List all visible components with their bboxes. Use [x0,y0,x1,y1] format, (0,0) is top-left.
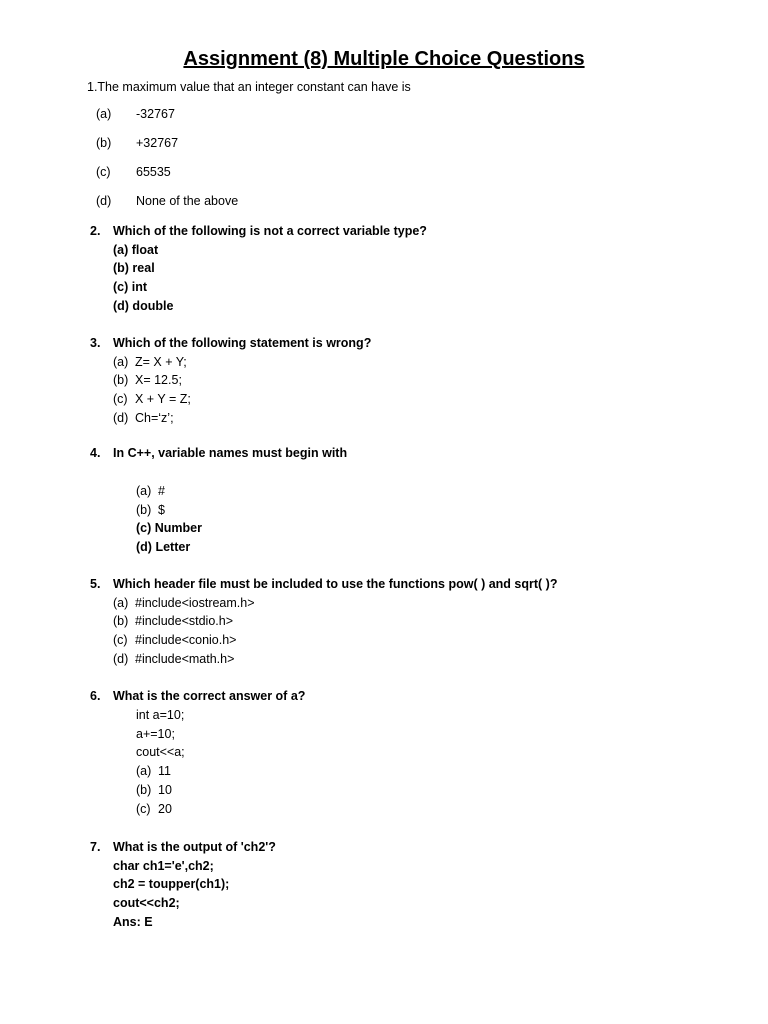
code-line: char ch1='e',ch2; [113,858,214,873]
code-line: cout<<a; [136,745,185,760]
question-3-option-d: (d) Ch=‘z’; [113,410,174,425]
question-5 [90,575,557,669]
question-3-text: Which of the following statement is wrong? [113,336,372,350]
question-number: 5. [90,577,101,591]
question-5-option-d: (d) #include<math.h> [113,651,235,666]
question-4-options [136,482,202,557]
page-title: Assignment (8) Multiple Choice Questions [183,48,585,70]
question-2-option-b: (b) real [113,261,155,276]
question-number: 3. [90,336,101,350]
option-value: None of the above [136,194,239,208]
question-number: 2. [90,224,101,238]
question-4 [90,444,347,463]
question-number: 4. [90,446,101,460]
question-3-option-b: (b) X= 12.5; [113,373,182,388]
question-5-option-c: (c) #include<conio.h> [113,633,237,648]
option-label: (d) [96,194,112,208]
question-4-option-c: (c) Number [136,521,202,536]
question-1-option-c [96,163,171,182]
code-line: a+=10; [136,726,175,741]
question-7 [90,838,276,932]
question-2-option-c: (c) int [113,280,148,295]
question-2 [90,222,427,316]
option-label: (c) [96,165,111,179]
question-5-option-b: (b) #include<stdio.h> [113,614,233,629]
question-1-option-d [96,192,238,211]
question-3-option-c: (c) X + Y = Z; [113,392,191,407]
question-5-option-a: (a) #include<iostream.h> [113,595,255,610]
answer-line: Ans: E [113,914,153,929]
question-2-text: Which of the following is not a correct variable type? [113,224,427,238]
option-value: -32767 [136,107,175,121]
question-5-text: Which header file must be included to use the functions pow( ) and sqrt( )? [113,577,558,591]
question-2-option-d: (d) double [113,298,174,313]
question-2-option-a: (a) float [113,242,159,257]
question-6-option-a: (a) 11 [136,764,171,779]
question-1-text: 1.The maximum value that an integer constant can have is [87,80,411,94]
code-line: int a=10; [136,708,185,722]
code-line: ch2 = toupper(ch1); [113,877,230,892]
question-4-option-d: (d) Letter [136,540,191,555]
question-6-option-c: (c) 20 [136,801,172,816]
question-6-text: What is the correct answer of a? [113,689,306,703]
option-value: 65535 [136,165,171,179]
option-label: (b) [96,136,112,150]
option-value: +32767 [136,136,179,150]
code-line: cout<<ch2; [113,896,180,911]
question-3 [90,334,371,428]
question-4-option-b: (b) $ [136,502,165,517]
question-number: 7. [90,840,101,854]
question-6-code-and-options [136,706,185,818]
question-number: 6. [90,689,101,703]
option-label: (a) [96,107,112,121]
question-6 [90,687,305,706]
question-3-option-a: (a) Z= X + Y; [113,354,187,369]
question-4-option-a: (a) # [136,484,165,498]
question-4-text: In C++, variable names must begin with [113,446,348,460]
question-1-option-a [96,105,175,124]
question-1-option-b [96,134,178,153]
question-1 [87,78,411,97]
question-6-option-b: (b) 10 [136,782,172,797]
question-7-text: What is the output of 'ch2'? [113,840,276,854]
